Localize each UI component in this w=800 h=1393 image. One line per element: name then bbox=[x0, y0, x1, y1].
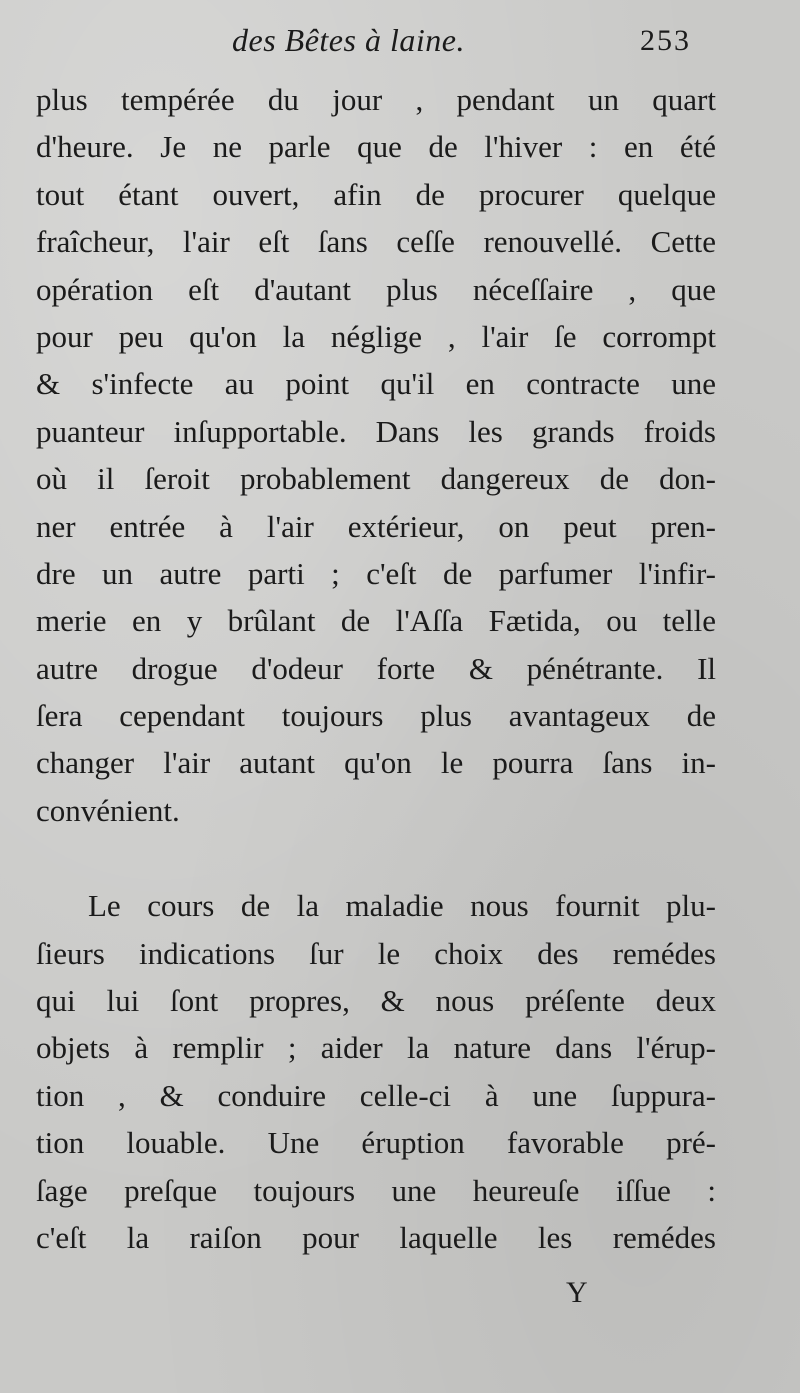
paragraph-break bbox=[36, 834, 716, 882]
text-line: pour peu qu'on la néglige , l'air ſe corrompt bbox=[36, 318, 716, 354]
text-line: d'heure. Je ne parle que de l'hiver : en été bbox=[36, 129, 716, 165]
paragraph-1 bbox=[36, 76, 716, 834]
text-line: fraîcheur, l'air eſt ſans ceſſe renouvellé. Cette bbox=[36, 224, 716, 260]
body-text bbox=[36, 76, 716, 1261]
text-line: ſera cependant toujours plus avantageux de bbox=[36, 698, 716, 734]
text-line: tout étant ouvert, afin de procurer quelque bbox=[36, 176, 716, 212]
text-line: objets à remplir ; aider la nature dans l'érup- bbox=[36, 1030, 716, 1066]
text-line: c'eſt la raiſon pour laquelle les remédes bbox=[36, 1219, 716, 1255]
text-line: autre drogue d'odeur forte & pénétrante. Il bbox=[36, 650, 716, 686]
text-line: ner entrée à l'air extérieur, on peut pren- bbox=[36, 508, 716, 544]
text-line: tion louable. Une éruption favorable pré- bbox=[36, 1125, 716, 1161]
text-line: plus tempérée du jour , pendant un quart bbox=[36, 82, 716, 117]
text-line: convénient. bbox=[36, 792, 180, 828]
text-line: puanteur inſupportable. Dans les grands froids bbox=[36, 413, 716, 449]
text-line: qui lui ſont propres, & nous préſente deux bbox=[36, 983, 716, 1019]
text-line: & s'infecte au point qu'il en contracte une bbox=[36, 366, 716, 402]
text-line: tion , & conduire celle-ci à une ſuppura- bbox=[36, 1077, 716, 1113]
text-line: où il ſeroit probablement dangereux de don- bbox=[36, 461, 716, 497]
running-head bbox=[0, 22, 800, 66]
text-line: Le cours de la maladie nous fournit plu- bbox=[88, 888, 716, 924]
text-line: ſage preſque toujours une heureuſe iſſue : bbox=[36, 1172, 716, 1208]
running-title: des Bêtes à laine. bbox=[232, 22, 465, 58]
text-line: changer l'air autant qu'on le pourra ſans in- bbox=[36, 745, 716, 781]
signature-mark: Y bbox=[566, 1276, 588, 1309]
text-line: dre un autre parti ; c'eſt de parfumer l'infir- bbox=[36, 555, 716, 591]
paragraph-2 bbox=[36, 882, 716, 1261]
text-line: opération eſt d'autant plus néceſſaire , que bbox=[36, 271, 716, 307]
page-number: 253 bbox=[640, 24, 691, 57]
text-line: ſieurs indications ſur le choix des remédes bbox=[36, 935, 716, 971]
text-line: merie en y brûlant de l'Aſſa Fætida, ou telle bbox=[36, 603, 716, 639]
